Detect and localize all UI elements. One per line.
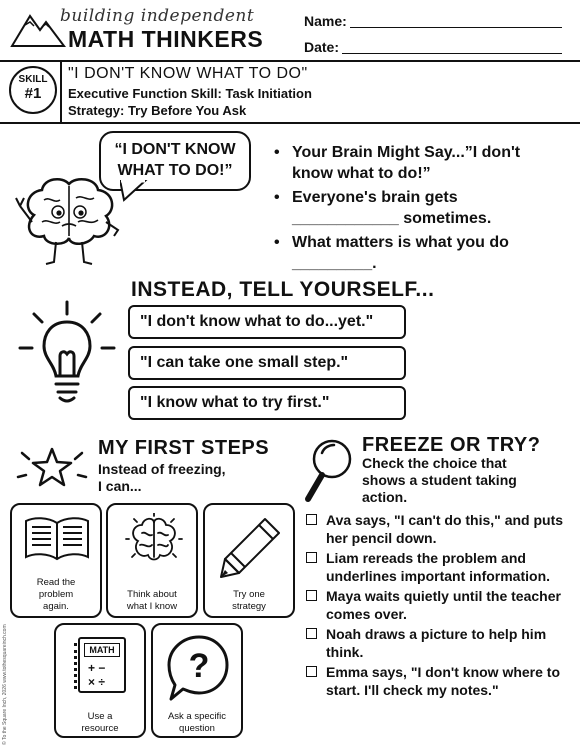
skill-divider-bottom — [0, 122, 580, 124]
step-card-strategy — [203, 503, 295, 618]
lightbulb-icon — [18, 300, 116, 412]
skill-title: "I DON'T KNOW WHAT TO DO" — [68, 65, 308, 82]
notebook-ops: × ÷ — [88, 675, 105, 689]
choice-list — [304, 511, 566, 701]
question-bubble-icon — [165, 633, 233, 703]
self-talk-box: "I can take one small step." — [128, 346, 406, 380]
mountains-logo-icon — [10, 8, 66, 48]
book-icon — [22, 515, 92, 565]
date-field[interactable] — [342, 39, 562, 54]
brand-title: MATH THINKERS — [68, 26, 264, 52]
magnifying-glass-icon — [302, 437, 358, 505]
speech-bubble-line1: “I DON'T KNOW — [114, 141, 236, 158]
card-label-line: Ask a specific — [167, 711, 227, 722]
step-card-read — [10, 503, 102, 618]
first-steps-title: MY FIRST STEPS — [98, 437, 270, 459]
card-label-line: what I know — [126, 601, 178, 612]
speech-bubble-tail — [120, 180, 150, 202]
card-label-line: Try one — [233, 589, 265, 600]
card-label-line: Think about — [127, 589, 177, 600]
instead-title: INSTEAD, TELL YOURSELF... — [131, 278, 435, 301]
first-steps-sub1: Instead of freezing, — [98, 461, 226, 477]
freeze-subtitle-line: action. — [362, 489, 408, 505]
name-label: Name: — [304, 13, 347, 29]
copyright-text: © To the Square Inch, 2026 www.tothesquareinch.com — [2, 624, 8, 745]
first-steps-sub2: I can... — [98, 478, 142, 494]
choice-item[interactable] — [304, 587, 566, 623]
card-label-line: again. — [43, 601, 69, 612]
card-label-line: Use a — [87, 711, 113, 722]
self-talk-box: "I don't know what to do...yet." — [128, 305, 406, 339]
freeze-subtitle — [362, 455, 562, 506]
checkbox[interactable] — [306, 590, 317, 601]
pencil-icon — [219, 515, 283, 579]
star-icon — [12, 437, 92, 497]
brain-bullets — [272, 142, 562, 277]
notebook-label: MATH — [84, 643, 120, 657]
choice-text: Liam rereads the problem and underlines important information. — [326, 550, 551, 584]
checkbox[interactable] — [306, 552, 317, 563]
choice-text: Emma says, "I don't know where to start. I'll check my notes." — [326, 664, 561, 698]
executive-function-skill: Executive Function Skill: Task Initiation — [68, 86, 312, 101]
skill-divider — [60, 60, 62, 122]
bullet-item: • Everyone's brain gets ____________ sometimes. — [272, 187, 562, 229]
step-card-resource — [54, 623, 146, 738]
choice-item[interactable] — [304, 511, 566, 547]
svg-text:?: ? — [188, 647, 210, 685]
card-label-line: Read the — [36, 577, 76, 588]
choice-text: Maya waits quietly until the teacher comes over. — [326, 588, 561, 622]
math-notebook-icon — [78, 637, 126, 693]
header-divider — [0, 60, 580, 62]
card-label-line: resource — [81, 723, 119, 734]
step-card-ask — [151, 623, 243, 738]
self-talk-box: "I know what to try first." — [128, 386, 406, 420]
card-label-line: question — [179, 723, 215, 734]
checkbox[interactable] — [306, 628, 317, 639]
notebook-ops: + − — [88, 661, 106, 675]
brain-icon — [124, 513, 184, 571]
strategy-text: Strategy: Try Before You Ask — [68, 103, 247, 118]
choice-item[interactable] — [304, 549, 566, 585]
date-label: Date: — [304, 39, 340, 55]
step-card-think — [106, 503, 198, 618]
choice-item[interactable] — [304, 625, 566, 661]
skill-badge-word: SKILL — [18, 74, 48, 85]
bullet-item: • Your Brain Might Say...”I don't know what to do!” — [272, 142, 562, 184]
name-field[interactable] — [350, 13, 562, 28]
choice-text: Noah draws a picture to help him think. — [326, 626, 547, 660]
bullet-item: • What matters is what you do _________. — [272, 232, 562, 274]
card-label-line: strategy — [232, 601, 266, 612]
freeze-title: FREEZE OR TRY? — [362, 434, 541, 456]
brand-tagline: building independent — [60, 6, 255, 26]
skill-badge — [9, 66, 57, 114]
skill-badge-number: #1 — [24, 85, 42, 102]
card-label-line: problem — [38, 589, 74, 600]
freeze-subtitle-line: shows a student taking — [362, 472, 517, 488]
choice-text: Ava says, "I can't do this," and puts her pencil down. — [326, 512, 564, 546]
choice-item[interactable] — [304, 663, 566, 699]
checkbox[interactable] — [306, 514, 317, 525]
freeze-subtitle-line: Check the choice that — [362, 455, 507, 471]
checkbox[interactable] — [306, 666, 317, 677]
speech-bubble-line2: WHAT TO DO!” — [117, 162, 233, 179]
